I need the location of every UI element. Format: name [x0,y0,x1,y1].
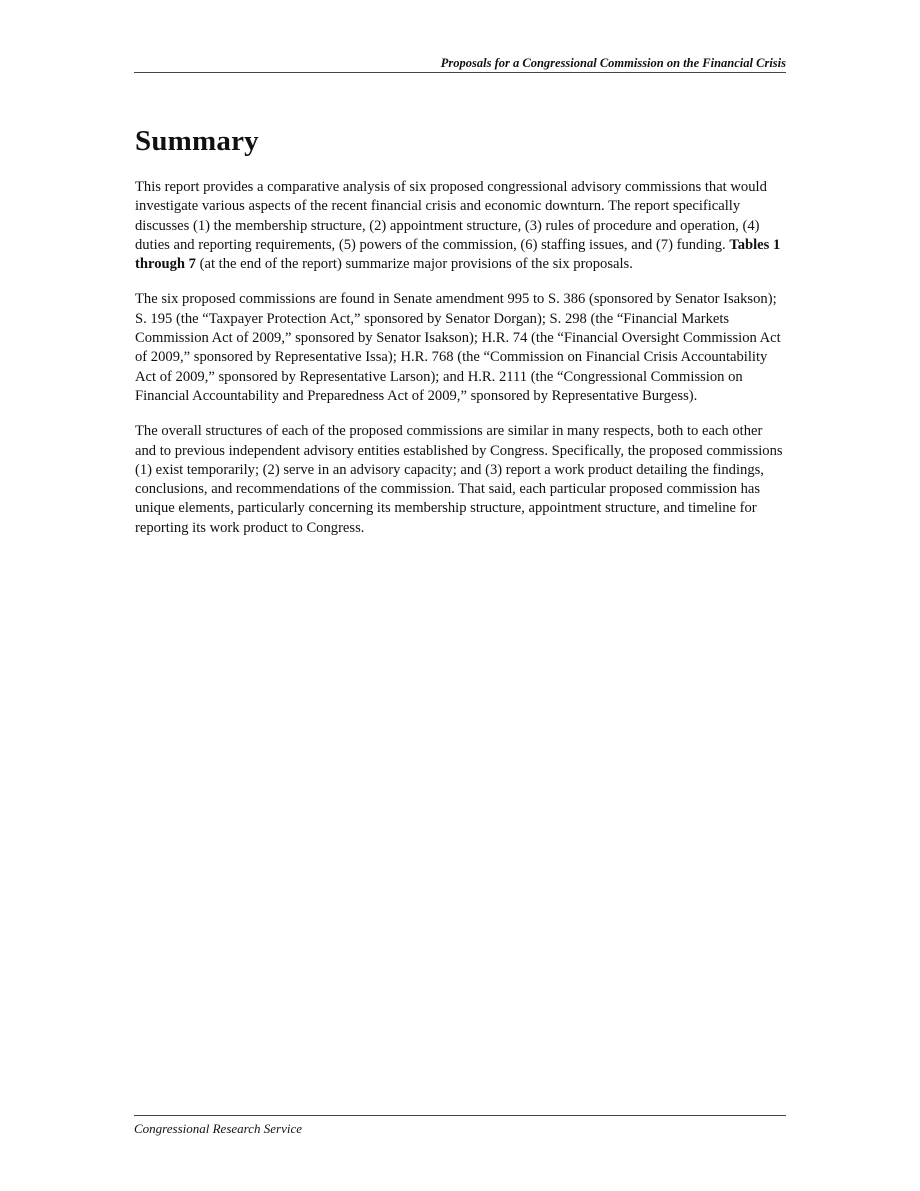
running-header [134,55,786,73]
running-header-title: Proposals for a Congressional Commission on the Financial Crisis [440,56,786,70]
page-title: Summary [135,125,259,157]
paragraph-1-text-end: (at the end of the report) summarize major provisions of the six proposals. [195,256,633,273]
running-footer [134,1115,786,1137]
tables-reference: Tables 1 through 7 [135,236,781,273]
summary-paragraph-2: The six proposed commissions are found in Senate amendment 995 to S. 386 (sponsored by Senator Isakson); S. 195 (the “Taxpayer Protection Act,” sponsored by Senator Dorgan); S. 298 (the “Financial Markets Commission Act of 2009,” sponsored by Senator Isakson); H.R. 74 (the “Financial Oversight Commission Act of 2009,” sponsored by Representative Issa); H.R. 768 (the “Commission on Financial Crisis Accountability Act of 2009,” sponsored by Representative Larson); and H.R. 2111 (the “Congressional Commission on Financial Accountability and Preparedness Act of 2009,” sponsored by Representative Burgess). [135,291,781,404]
summary-body [135,178,787,554]
summary-paragraph-3: The overall structures of each of the proposed commissions are similar in many respects, both to each other and to previous independent advisory entities established by Congress. Specifically, the proposed commissions (1) exist temporarily; (2) serve in an advisory capacity; and (3) report a work product detailing the findings, conclusions, and recommendations of the commission. That said, each particular proposed commission has unique elements, particularly concerning its membership structure, appointment structure, and timeline for reporting its work product to Congress. [135,423,783,536]
paragraph-1-text-start: This report provides a comparative analysis of six proposed congressional advisory commissions that would investigate various aspects of the recent financial crisis and economic downturn. The report specifically discusses (1) the membership structure, (2) appointment structure, (3) rules of procedure and operation, (4) duties and reporting requirements, (5) powers of the commission, (6) staffing issues, and (7) funding. [135,179,767,253]
footer-organization: Congressional Research Service [134,1121,302,1136]
summary-paragraph-1 [135,178,787,274]
